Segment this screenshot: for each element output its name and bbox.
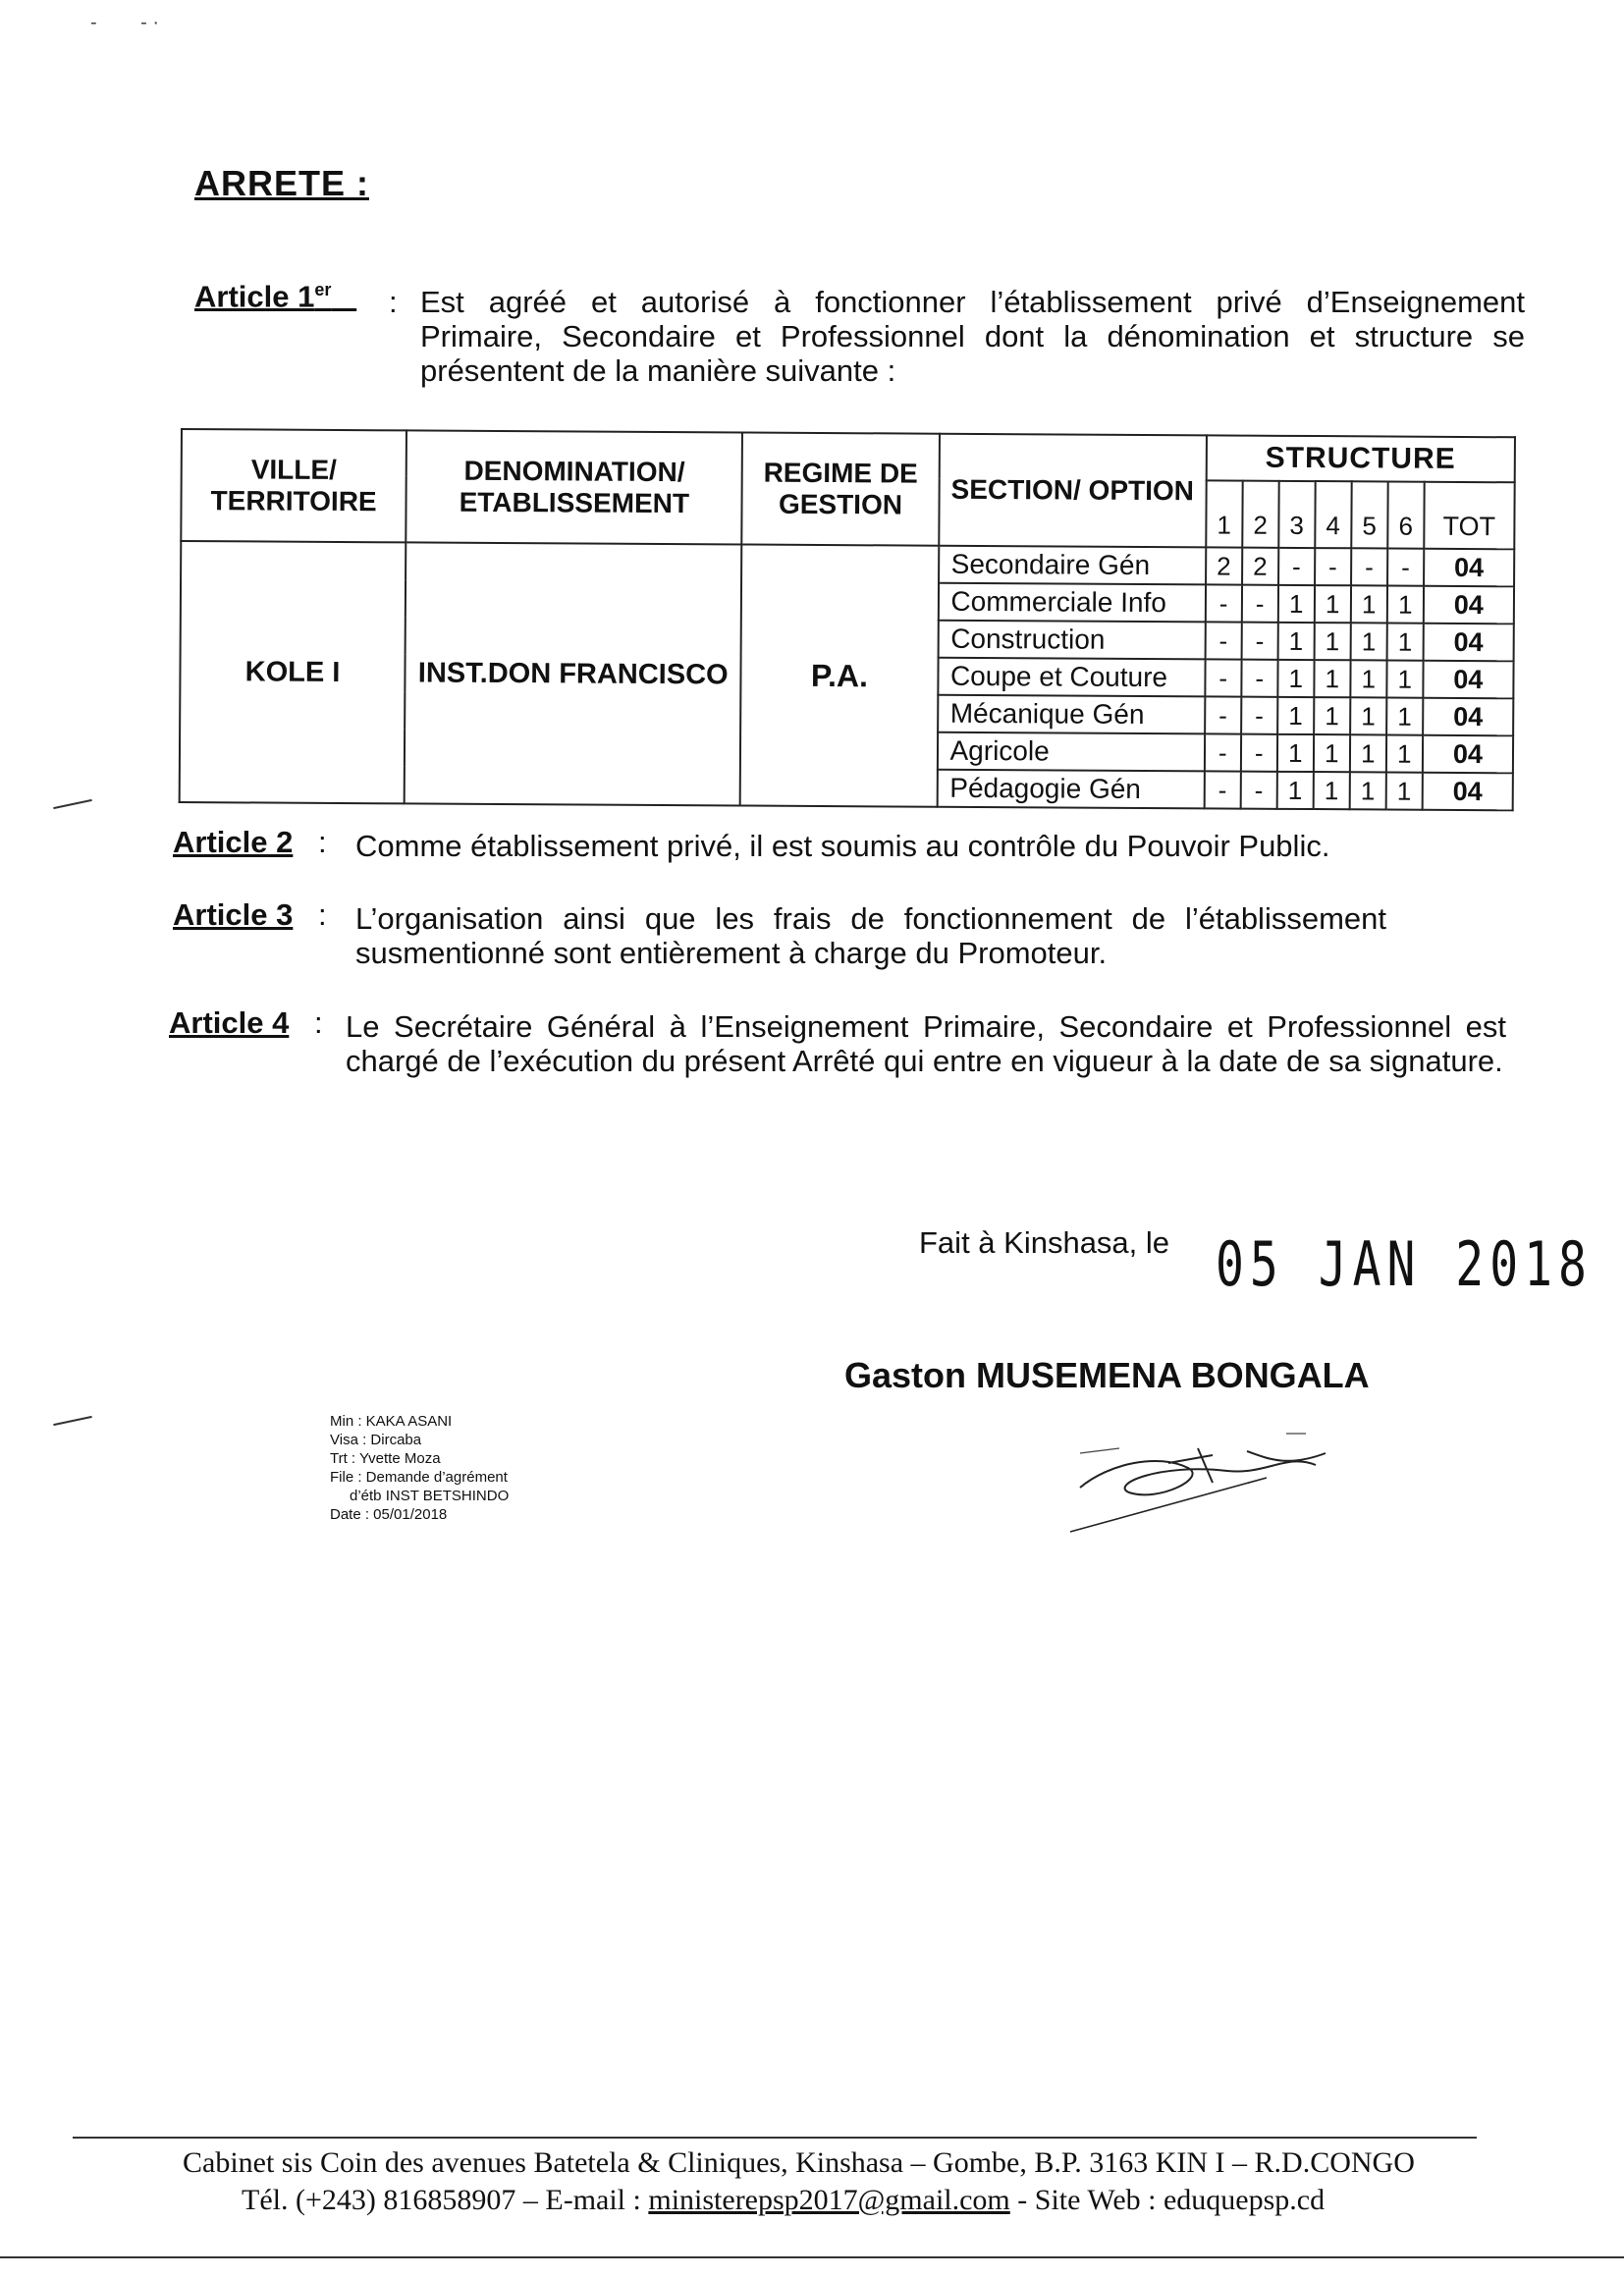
header-structure: STRUCTURE — [1206, 435, 1515, 482]
header-col-5: 5 — [1351, 481, 1387, 548]
header-col-3: 3 — [1278, 481, 1315, 548]
header-col-tot: TOT — [1424, 482, 1515, 550]
header-col-4: 4 — [1315, 481, 1351, 548]
level-cell: 1 — [1349, 772, 1385, 809]
place-date-text: Fait à Kinshasa, le — [919, 1225, 1170, 1260]
level-cell: 1 — [1315, 585, 1351, 623]
level-cell: 1 — [1385, 773, 1422, 810]
level-cell: - — [1240, 772, 1276, 809]
section-cell: Mécanique Gén — [938, 695, 1205, 734]
level-cell: 1 — [1350, 734, 1386, 772]
footer-tel: Tél. (+243) 816858907 – E-mail : — [242, 2184, 641, 2216]
footer-divider — [73, 2137, 1477, 2139]
regime-cell: P.A. — [740, 544, 939, 806]
level-cell: 1 — [1277, 623, 1314, 660]
article-4-label: Article 4 — [169, 1005, 290, 1040]
level-cell: - — [1241, 623, 1277, 660]
level-cell: 1 — [1386, 735, 1423, 773]
level-cell: - — [1205, 622, 1241, 659]
header-regime: REGIME DE GESTION — [742, 432, 940, 545]
total-cell: 04 — [1423, 661, 1513, 699]
section-cell: Secondaire Gén — [939, 546, 1206, 585]
level-cell: - — [1241, 697, 1277, 734]
header-section: SECTION/ OPTION — [939, 434, 1207, 548]
scan-mark — [53, 1416, 92, 1426]
header-col-6: 6 — [1387, 482, 1424, 549]
table-row — [181, 541, 1514, 586]
footer-line-1: Cabinet sis Coin des avenues Batetela & Cliniques, Kinshasa – Gombe, B.P. 3163 KIN I – R.D.CONGO — [183, 2146, 1415, 2179]
level-cell: 1 — [1350, 660, 1386, 697]
note-line: Min : KAKA ASANI — [330, 1413, 453, 1430]
level-cell: - — [1242, 585, 1278, 623]
level-cell: 1 — [1386, 624, 1423, 661]
section-cell: Commerciale Info — [938, 583, 1205, 623]
level-cell: - — [1205, 696, 1241, 733]
internal-notes — [330, 1412, 509, 1524]
level-cell: 1 — [1314, 697, 1350, 734]
note-line: d’étb INST BETSHINDO — [350, 1488, 510, 1504]
level-cell: 1 — [1350, 623, 1386, 660]
footer-line-2 — [183, 2182, 1459, 2219]
date-stamp: 05 JAN 2018 — [1216, 1229, 1593, 1301]
note-line: File : Demande d’agrément — [330, 1469, 508, 1486]
level-cell: 1 — [1277, 697, 1314, 734]
denomination-cell: INST.DON FRANCISCO — [405, 542, 742, 805]
total-cell: 04 — [1424, 549, 1514, 587]
note-line: Visa : Dircaba — [330, 1432, 422, 1448]
total-cell: 04 — [1422, 773, 1512, 811]
ville-cell: KOLE I — [180, 541, 406, 803]
level-cell: - — [1204, 771, 1240, 808]
level-cell: - — [1205, 733, 1241, 771]
level-cell: 1 — [1277, 660, 1314, 697]
footer-email: ministerepsp2017@gmail.com — [648, 2184, 1010, 2216]
article-2: Article 2 : Comme établissement privé, il est soumis au contrôle du Pouvoir Public. — [173, 825, 1508, 884]
structure-body — [180, 541, 1515, 810]
article-2-text: Comme établissement privé, il est soumis au contrôle du Pouvoir Public. — [355, 829, 1330, 863]
level-cell: 1 — [1314, 623, 1350, 660]
article-3-label: Article 3 — [173, 897, 294, 932]
scan-specks: ‑ ‐ · — [90, 12, 159, 33]
scan-mark — [53, 799, 92, 809]
handwritten-signature — [1041, 1394, 1375, 1561]
level-cell: 1 — [1386, 661, 1423, 698]
header-col-2: 2 — [1242, 481, 1278, 548]
article-4-text: Le Secrétaire Général à l’Enseignement Primaire, Secondaire et Professionnel est chargé de l’exécution du présent Arrêté qui entre en vigueur à la date de sa signature. — [346, 1009, 1506, 1078]
level-cell: 1 — [1277, 734, 1314, 772]
level-cell: - — [1206, 584, 1242, 622]
level-cell: 1 — [1278, 585, 1315, 623]
article-1: Article 1er Est agréé et autorisé à fonctionner l’établissement privé d’Enseignement Primaire, Secondaire et Professionnel dont la dénomination et structure se présentent de la manière suivante : : — [194, 273, 1530, 410]
level-cell: 1 — [1387, 586, 1424, 624]
level-cell: 1 — [1351, 585, 1387, 623]
total-cell: 04 — [1424, 586, 1514, 624]
footer-site: - Site Web : eduquepsp.cd — [1017, 2184, 1326, 2216]
article-3: Article 3 : L’organisation ainsi que les frais de fonctionnement de l’établissement susmentionné sont entièrement à charge du Promoteur. — [173, 897, 1386, 970]
total-cell: 04 — [1423, 735, 1513, 774]
section-cell: Agricole — [937, 732, 1204, 772]
level-cell: 1 — [1276, 772, 1313, 809]
article-3-text: L’organisation ainsi que les frais de fonctionnement de l’établissement susmentionné sont entièrement à charge du Promoteur. — [355, 901, 1386, 970]
level-cell: - — [1241, 660, 1277, 697]
section-cell: Construction — [938, 621, 1205, 660]
header-ville: VILLE/ TERRITOIRE — [181, 429, 406, 542]
note-line: Date : 05/01/2018 — [330, 1506, 448, 1523]
section-cell: Pédagogie Gén — [937, 770, 1204, 809]
level-cell: 1 — [1350, 697, 1386, 734]
total-cell: 04 — [1423, 698, 1513, 736]
article-1-label: Article 1er — [194, 279, 332, 314]
level-cell: - — [1278, 548, 1315, 585]
article-4: Article 4 : Le Secrétaire Général à l’Enseignement Primaire, Secondaire et Professionnel est chargé de l’exécution du présent Arrêté qui entre en vigueur à la date de sa signature. — [169, 1005, 1506, 1078]
level-cell: 1 — [1313, 772, 1349, 809]
header-col-1: 1 — [1206, 480, 1242, 547]
heading-arrete: ARRETE : — [194, 163, 369, 203]
level-cell: - — [1351, 548, 1387, 585]
structure-table — [179, 428, 1516, 811]
level-cell: 1 — [1386, 698, 1423, 735]
level-cell: 1 — [1314, 734, 1350, 772]
total-cell: 04 — [1423, 624, 1513, 662]
level-cell: 2 — [1206, 547, 1242, 584]
level-cell: 2 — [1242, 548, 1278, 585]
footer-address — [183, 2144, 1459, 2219]
article-1-text: Est agréé et autorisé à fonctionner l’établissement privé d’Enseignement Primaire, Secondaire et Professionnel dont la dénomination et structure se présentent de la manière suivante : — [420, 285, 1525, 388]
page-bottom-rule — [0, 2256, 1624, 2258]
level-cell: - — [1387, 549, 1424, 586]
section-cell: Coupe et Couture — [938, 658, 1205, 697]
note-line: Trt : Yvette Moza — [330, 1450, 441, 1467]
article-2-label: Article 2 — [173, 825, 294, 859]
level-cell: - — [1205, 659, 1241, 696]
level-cell: - — [1315, 548, 1351, 585]
header-denomination: DENOMINATION/ ETABLISSEMENT — [406, 430, 742, 544]
signer-name: Gaston MUSEMENA BONGALA — [844, 1355, 1370, 1395]
level-cell: - — [1241, 734, 1277, 772]
level-cell: 1 — [1314, 660, 1350, 697]
